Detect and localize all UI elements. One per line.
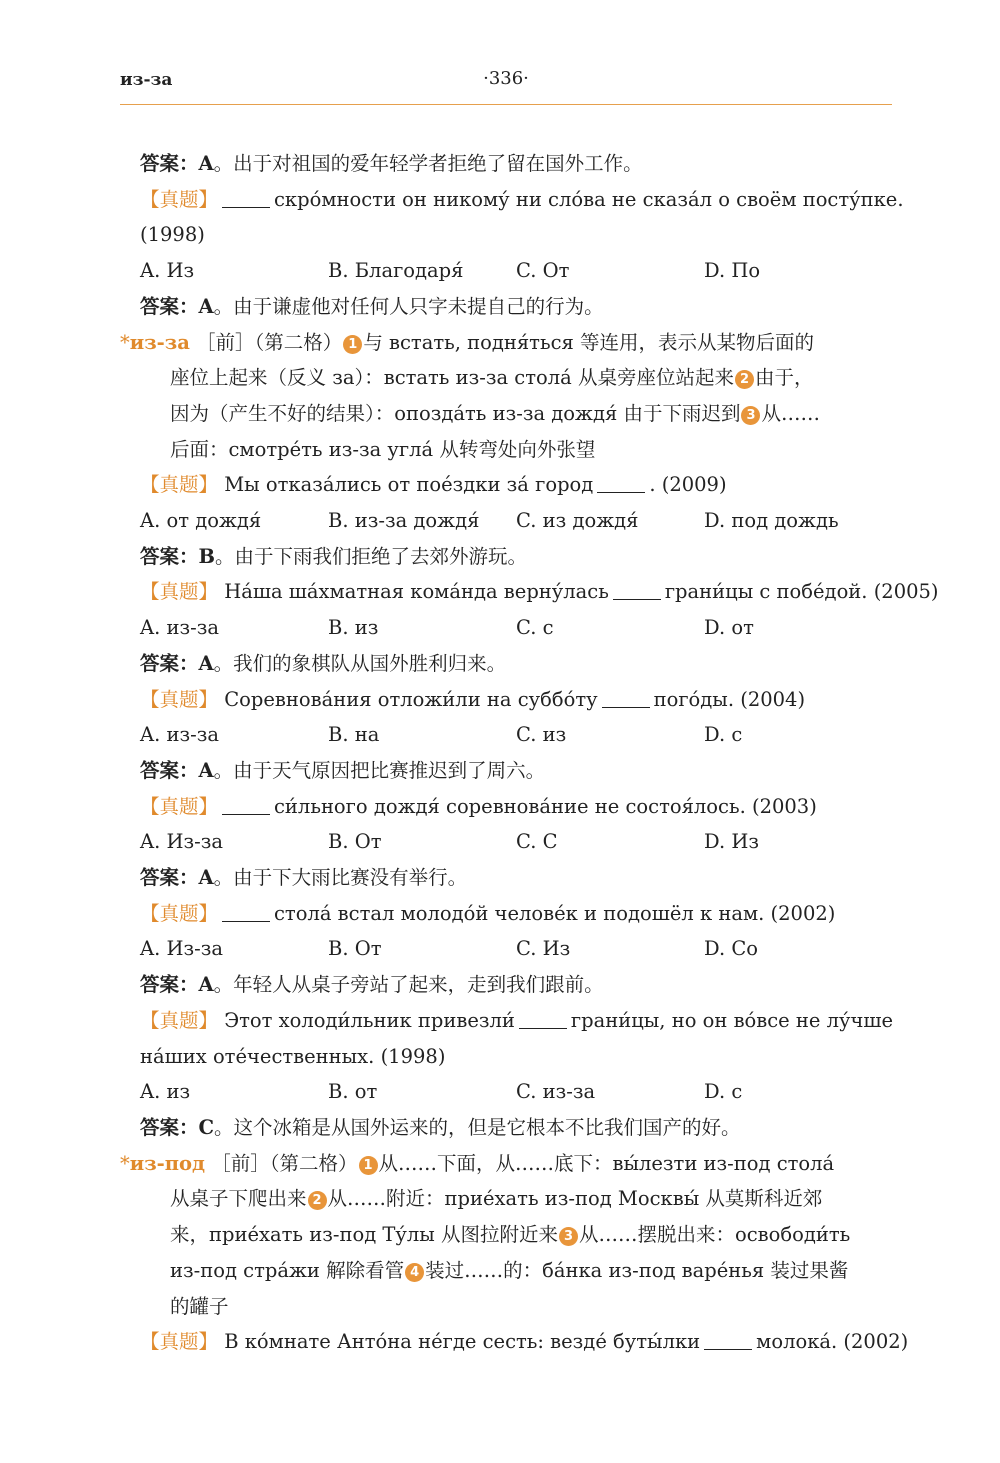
option-c: C. От bbox=[516, 259, 570, 283]
answer-line bbox=[120, 967, 892, 1003]
entry-line bbox=[120, 1289, 892, 1325]
question-line bbox=[120, 467, 892, 503]
options-row bbox=[120, 503, 892, 539]
entry-text: 由于， bbox=[754, 366, 814, 390]
part-of-speech: ［前］（第二格） bbox=[196, 330, 343, 354]
answer-letter: A bbox=[198, 866, 214, 890]
option-d: D. от bbox=[704, 616, 754, 640]
answer-text: 。由于下大雨比赛没有举行。 bbox=[213, 866, 468, 890]
page-number: ·336· bbox=[483, 68, 529, 89]
answer-text: 。由于下雨我们拒绝了去郊外游玩。 bbox=[215, 544, 528, 568]
blank-line bbox=[222, 191, 270, 208]
question-text: молока́. (2002) bbox=[756, 1330, 909, 1354]
question-line bbox=[120, 896, 892, 932]
option-d: D. Из bbox=[704, 830, 759, 854]
option-b: B. на bbox=[328, 723, 380, 747]
star-mark: * bbox=[120, 1151, 130, 1175]
option-a: A. из bbox=[140, 1080, 191, 1104]
options-row bbox=[120, 717, 892, 753]
option-a: A. из-за bbox=[140, 723, 219, 747]
answer-line bbox=[120, 289, 892, 325]
entry-text: 后面：смотре́ть из-за угла́ 从转弯处向外张望 bbox=[170, 437, 596, 461]
option-d: D. Со bbox=[704, 937, 758, 961]
entry-text: из-под стра́жи 解除看管 bbox=[170, 1258, 405, 1282]
option-a: A. Из-за bbox=[140, 830, 223, 854]
sense-number-icon: 1 bbox=[359, 1156, 378, 1175]
header-word: из-за bbox=[120, 70, 173, 90]
option-a: A. Из-за bbox=[140, 937, 223, 961]
option-a: A. Из bbox=[140, 259, 195, 283]
answer-text: 。由于谦虚他对任何人只字未提自己的行为。 bbox=[213, 294, 604, 318]
option-c: C. из-за bbox=[516, 1080, 596, 1104]
zhenti-tag: 【真题】 bbox=[140, 1330, 219, 1354]
zhenti-tag: 【真题】 bbox=[140, 901, 219, 925]
answer-line bbox=[120, 860, 892, 896]
option-b: B. от bbox=[328, 1080, 378, 1104]
entry-line bbox=[120, 325, 892, 361]
answer-label: 答案： bbox=[140, 973, 199, 997]
page-header bbox=[120, 66, 892, 96]
sense-number-icon: 3 bbox=[559, 1227, 578, 1246]
option-b: B. из-за дождя́ bbox=[328, 509, 480, 533]
entry-line bbox=[120, 432, 892, 468]
blank-line bbox=[597, 476, 645, 493]
answer-letter: B bbox=[198, 544, 215, 568]
question-text: скро́мности он никому́ ни сло́ва не сказа́л о своём посту́пке. bbox=[274, 187, 904, 211]
sense-number-icon: 3 bbox=[741, 406, 760, 425]
answer-letter: A bbox=[198, 152, 214, 175]
dictionary-content bbox=[120, 146, 939, 1360]
entry-text: 从桌子下爬出来 bbox=[170, 1187, 307, 1211]
options-row bbox=[120, 824, 892, 860]
blank-line bbox=[602, 691, 650, 708]
question-line bbox=[120, 1003, 892, 1039]
entry-text: 从……附近：прие́хать из-под Москвы́ 从莫斯科近郊 bbox=[327, 1187, 823, 1211]
question-text: На́ша ша́хматная кома́нда верну́лась bbox=[224, 580, 609, 604]
star-mark: * bbox=[120, 330, 130, 354]
answer-label: 答案： bbox=[140, 294, 199, 318]
entry-line bbox=[120, 1253, 892, 1289]
question-continuation: на́ших оте́чественных. (1998) bbox=[140, 1044, 446, 1068]
question-line bbox=[120, 789, 892, 825]
blank-line bbox=[222, 798, 270, 815]
answer-line bbox=[120, 539, 892, 575]
answer-label: 答案： bbox=[140, 651, 199, 675]
entry-text: 因为（产生不好的结果）：опозда́ть из-за дождя́ 由于下雨迟到 bbox=[170, 401, 741, 425]
blank-line bbox=[519, 1012, 567, 1029]
options-row bbox=[120, 1074, 892, 1110]
option-d: D. с bbox=[704, 1080, 743, 1104]
option-b: B. Благодаря́ bbox=[328, 259, 464, 283]
option-c: C. из дождя́ bbox=[516, 509, 639, 533]
option-c: C. С bbox=[516, 830, 558, 854]
answer-letter: A bbox=[198, 973, 214, 997]
answer-text: 。由于天气原因把比赛推迟到了周六。 bbox=[213, 758, 546, 782]
answer-text: 。出于对祖国的爱年轻学者拒绝了留在国外工作。 bbox=[213, 152, 643, 175]
option-b: B. От bbox=[328, 937, 382, 961]
answer-line bbox=[120, 146, 892, 182]
question-text: Этот холоди́льник привезли́ bbox=[224, 1008, 515, 1032]
blank-line bbox=[704, 1333, 752, 1350]
question-text: Соревнова́ния отложи́ли на суббо́ту bbox=[224, 687, 598, 711]
zhenti-tag: 【真题】 bbox=[140, 187, 219, 211]
entry-line bbox=[120, 1217, 892, 1253]
question-text: пого́ды. (2004) bbox=[653, 687, 806, 711]
answer-text: 。这个冰箱是从国外运来的，但是它根本不比我们国产的好。 bbox=[214, 1115, 741, 1139]
sense-number-icon: 1 bbox=[343, 335, 362, 354]
question-text: Мы отказа́лись от поéздки за́ город bbox=[224, 473, 594, 497]
blank-line bbox=[613, 583, 661, 600]
option-a: A. от дождя́ bbox=[140, 509, 262, 533]
answer-letter: A bbox=[198, 294, 214, 318]
sense-number-icon: 2 bbox=[308, 1191, 327, 1210]
part-of-speech: ［前］（第二格） bbox=[211, 1151, 358, 1175]
entry-text: 来，прие́хать из-под Ту́лы 从图拉附近来 bbox=[170, 1223, 558, 1247]
entry-text: 的罐子 bbox=[170, 1294, 229, 1318]
entry-text: 从……下面，从……底下：вы́лезти из-под стола́ bbox=[378, 1151, 835, 1175]
entry-text: 装过……的：ба́нка из-под варе́нья 装过果酱 bbox=[425, 1258, 849, 1282]
answer-text: 。我们的象棋队从国外胜利归来。 bbox=[213, 651, 507, 675]
question-text: В ко́мнате Анто́на не́где сесть: везде́ буты́лки bbox=[224, 1330, 701, 1354]
zhenti-tag: 【真题】 bbox=[140, 687, 219, 711]
sense-number-icon: 4 bbox=[405, 1263, 424, 1282]
entry-text: 从……摆脱出来：освободи́ть bbox=[579, 1223, 851, 1247]
question-text: грани́цы, но он во́все не лу́чше bbox=[570, 1008, 894, 1032]
entry-text: 与 встать, подня́ться 等连用，表示从某物后面的 bbox=[363, 330, 814, 354]
question-line bbox=[120, 1324, 909, 1360]
question-text: стола́ встал молодо́й челове́к и подошёл к нам. (2002) bbox=[274, 901, 836, 925]
answer-label: 答案： bbox=[140, 758, 199, 782]
entry-line bbox=[120, 1146, 892, 1182]
question-text: грани́цы с побе́дой. (2005) bbox=[664, 580, 939, 604]
zhenti-tag: 【真题】 bbox=[140, 580, 219, 604]
options-row bbox=[120, 610, 892, 646]
answer-label: 答案： bbox=[140, 1115, 199, 1139]
entry-text: 座位上起来（反义 за）：встать из-за стола́ 从桌旁座位站起来 bbox=[170, 366, 734, 390]
option-d: D. По bbox=[704, 259, 761, 283]
option-a: A. из-за bbox=[140, 616, 219, 640]
option-c: C. с bbox=[516, 616, 554, 640]
answer-line bbox=[120, 753, 892, 789]
options-row bbox=[120, 253, 892, 289]
question-line bbox=[120, 574, 939, 610]
question-line bbox=[120, 182, 904, 218]
answer-label: 答案： bbox=[140, 152, 199, 175]
option-d: D. под дождь bbox=[704, 509, 839, 533]
option-b: B. От bbox=[328, 830, 382, 854]
answer-line bbox=[120, 646, 892, 682]
option-c: C. из bbox=[516, 723, 567, 747]
answer-label: 答案： bbox=[140, 544, 199, 568]
entry-text: 从…… bbox=[761, 401, 820, 425]
answer-line bbox=[120, 1110, 892, 1146]
entry-line bbox=[120, 360, 892, 396]
entry-headword: из-под bbox=[129, 1151, 206, 1175]
question-continuation: (1998) bbox=[140, 223, 205, 247]
options-row bbox=[120, 931, 892, 967]
question-line bbox=[120, 682, 892, 718]
zhenti-tag: 【真题】 bbox=[140, 794, 219, 818]
question-text: . (2009) bbox=[649, 473, 727, 497]
entry-line bbox=[120, 396, 892, 432]
answer-label: 答案： bbox=[140, 866, 199, 890]
blank-line bbox=[222, 905, 270, 922]
option-d: D. с bbox=[704, 723, 743, 747]
zhenti-tag: 【真题】 bbox=[140, 473, 219, 497]
answer-letter: C bbox=[198, 1115, 215, 1139]
entry-line bbox=[120, 1181, 892, 1217]
answer-letter: A bbox=[198, 651, 214, 675]
option-c: C. Из bbox=[516, 937, 571, 961]
answer-text: 。年轻人从桌子旁站了起来，走到我们跟前。 bbox=[213, 973, 604, 997]
sense-number-icon: 2 bbox=[735, 370, 754, 389]
answer-letter: A bbox=[198, 758, 214, 782]
header-rule bbox=[120, 104, 892, 105]
entry-headword: из-за bbox=[129, 330, 190, 354]
option-b: B. из bbox=[328, 616, 379, 640]
zhenti-tag: 【真题】 bbox=[140, 1008, 219, 1032]
question-text: си́льного дождя́ соревнова́ние не состоя́лось. (2003) bbox=[274, 794, 817, 818]
